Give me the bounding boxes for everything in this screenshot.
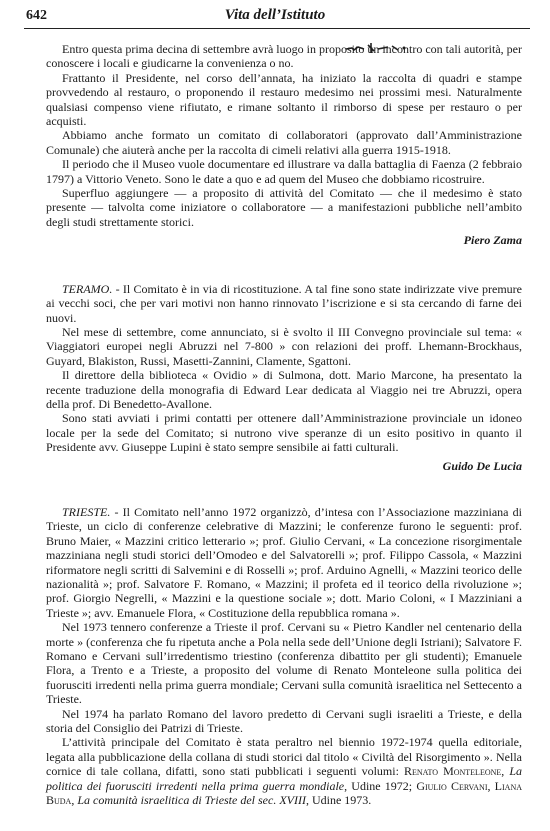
author-name: Giulio Cervani, Liana Buda: [46, 778, 522, 808]
page-header: [20, 6, 530, 28]
paragraph-text: - Il Comitato nell’anno 1972 organizzò, d’intesa con l’Associazione mazziniana di Trieste, un ciclo di conferenze celebrative di Mazzini; le conferenze furono le seguenti: prof. Bruno Maier, « Mazzini critico letterario »; prof. Giulio Cervani, « La concezione risorgimentale mazziniana negli studi storici dell’Omodeo e del Salvatorelli »; prof. Filippo Cassola, « Mazzini riformatore negli scritti di Salvemini e di Rosselli »; prof. Arduino Agnelli, « Mazzini teorico delle nazionalità »; prof. Salvatore F. Romano, « Mazzini; il profeta ed il teorico della rivoluzione »; prof. Giorgio Negrelli, « Mazzini e la questione sociale »; dott. Mario Coloni, « I Mazziniani a Trieste »; avv. Emanuele Flora, « Costituzione della repubblica romana ».: [46, 504, 522, 620]
publication-info: , Udine 1973.: [305, 793, 372, 808]
paragraph-text: L’attività principale del Comitato è stata peraltro nel biennio 1972-1974 quella editoriale, legata alla pubblicazione della collana di studi storici dal titolo « Civiltà del Risorgimento ». Nella cornice di tale collana, difatti, sono stati pubblicati i seguenti volumi:: [46, 735, 522, 779]
paragraph: Sono stati avviati i primi contatti per ottenere dall’Amministrazione provinciale un idoneo locale per la sede del Comitato; si nutrono vive speranze di un esito positivo in quanto il Presidente avv. Giuseppe Lupini è stato sempre sensibile ai fatti culturali.: [46, 411, 522, 455]
paragraph: Nel 1974 ha parlato Romano del lavoro predetto di Cervani sugli israeliti a Trieste, e della storia del Consiglio dei Patrizi di Trieste.: [46, 706, 522, 736]
running-title: Vita dell’Istituto: [224, 7, 326, 23]
paragraph: Superfluo aggiungere — a proposito di attività del Comitato — che il medesimo è stato presente — talvolta come iniziatore o collaboratore — a manifestazioni pubbliche nell’ambito degli studi strettamente storici.: [46, 186, 522, 229]
section-faenza: [46, 42, 522, 248]
section-trieste: [46, 505, 522, 808]
article-body: [46, 42, 522, 808]
book-title: La politica dei fuorusciti irredenti nella prima guerra mondiale: [46, 764, 523, 793]
section-heading: TERAMO.: [62, 281, 113, 296]
signature: Guido De Lucia: [442, 458, 522, 473]
paragraph: Abbiamo anche formato un comitato di collaboratori (approvato dall’Amministrazione Comunale) che aiuterà anche per la raccolta di cimeli relativi alla guerra 1915-1918.: [46, 128, 522, 157]
paragraph: Frattanto il Presidente, nel corso dell’annata, ha iniziato la raccolta di quadri e stampe provvedendo al restauro, o proponendo il restauro medesimo nei prossimi mesi. Naturalmente qualsiasi compenso viene rifiutato, e rimane soltanto il rimborso di spese per restauro o per acquisti.: [46, 70, 522, 129]
section-teramo: [46, 282, 522, 473]
publication-info: , Udine 1972;: [344, 778, 417, 793]
paragraph-text: - Il Comitato è in via di ricostituzione. A tal fine sono state indirizzate vive premure ai vecchi soci, che per vari motivi non hanno rinnovato l’iscrizione e si sta cercando di farne dei nuovi.: [46, 281, 522, 325]
section-heading: TRIESTE.: [62, 504, 111, 519]
paragraph: Nel 1973 tennero conferenze a Trieste il prof. Cervani su « Pietro Kandler nel centenario della morte » (conferenza che fu ripetuta anche a Pola nella sede dell’Unione degli Istriani); Salvatore F. Romano e Cervani sull’irredentismo triestino (conferenza dibattito per gli studenti); Emanuele Flora, a Trento e a Trieste, a proposito del volume di Renato Monteleone sulla politica dei fuorusciti irredenti nella prima guerra mondiale; Cervani sulla comunità israelitica nel Settecento a Trieste.: [46, 620, 522, 707]
paragraph: Entro questa prima decina di settembre avrà luogo in proposito un incontro con tali autorità, per conoscere i locali e giudicarne la convenienza o no.: [46, 42, 522, 71]
book-title: La comunità israelitica di Trieste del sec. XVIII: [77, 793, 306, 808]
paragraph: L’attività principale del Comitato è stata peraltro nel biennio 1972-1974 quella editoriale, legata alla pubblicazione della collana di studi storici dal titolo « Civiltà del Risorgimento ». Nella cornice di tale collana, difatti, sono stati pubblicati i seguenti volumi: Renato Monteleone, La politica dei fuorusciti irredenti nella prima guerra mondiale, Udine 1972; Giulio Cervani, Liana Buda, La comunità israelitica di Trieste del sec. XVIII, Udine 1973.: [46, 735, 523, 808]
paragraph: [46, 282, 522, 325]
header-rule: [24, 28, 530, 29]
signature: Piero Zama: [463, 233, 522, 248]
author-name: Renato Monteleone: [403, 764, 502, 779]
paragraph: [46, 505, 522, 620]
page-number: 642: [26, 8, 47, 23]
paragraph: Il periodo che il Museo vuole documentare ed illustrare va dalla battaglia di Faenza (2 febbraio 1797) a Vittorio Veneto. Sono le date a quo e ad quem del Museo che dobbiamo ricostruire.: [46, 157, 522, 186]
paragraph: Nel mese di settembre, come annunciato, si è svolto il III Convegno provinciale sul tema: « Viaggiatori europei negli Abruzzi nel 7-800 » con relazioni dei proff. Lhemann-Brockhaus, Guyard, Blakiston, Russi, Masetti-Zannini, Clamente, Sgattoni.: [46, 324, 522, 368]
paragraph: Il direttore della biblioteca « Ovidio » di Sulmona, dott. Mario Marcone, ha presentato la recente traduzione della monografia di Edward Lear dedicata al Viaggio nei tre Abruzzi, opera della prof. Di Benedetto-Avallone.: [46, 368, 522, 411]
